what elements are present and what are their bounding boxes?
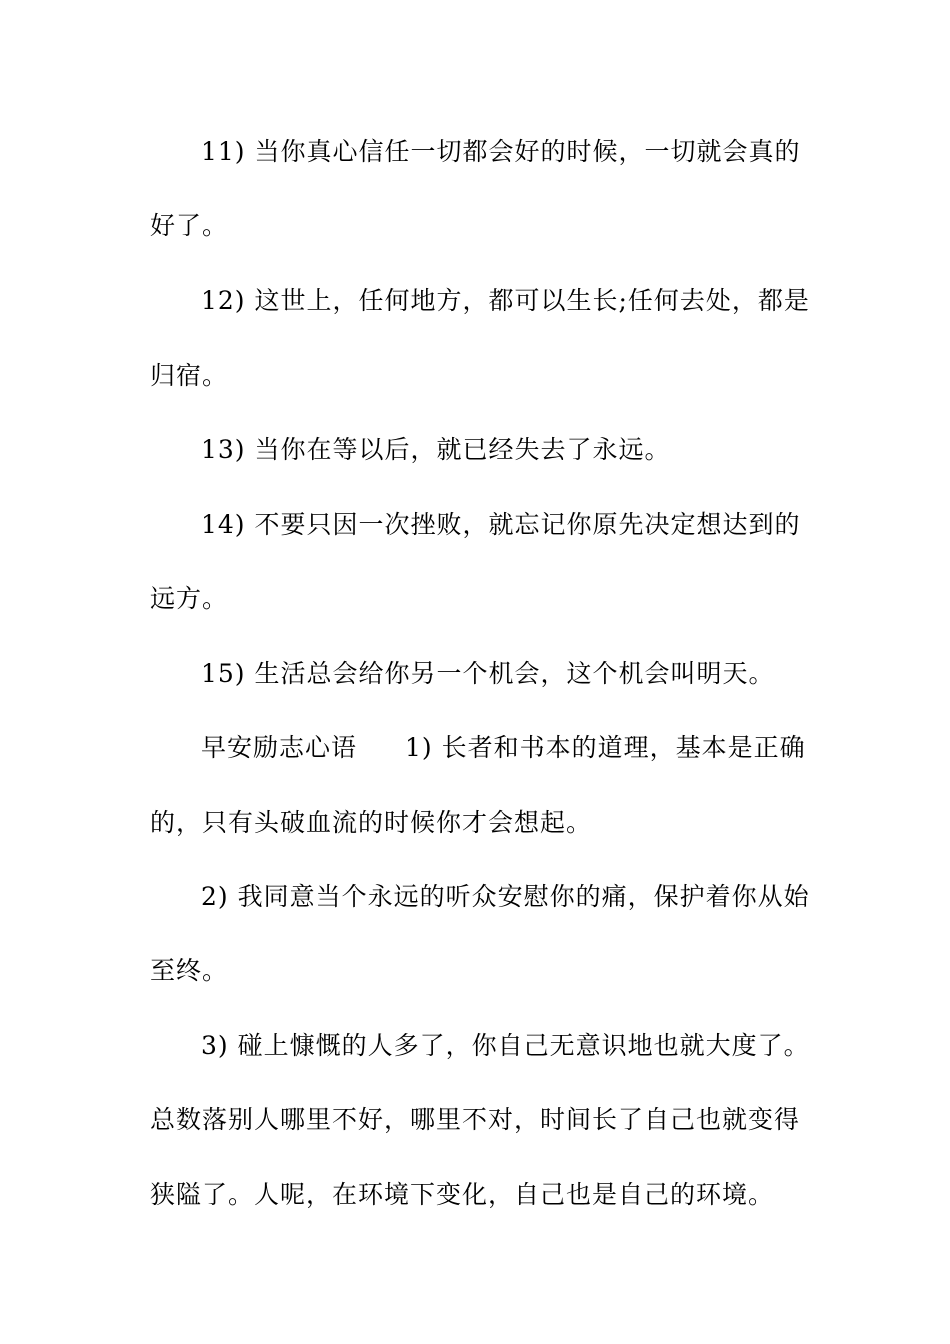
text-line-13: 3) 碰上慷慨的人多了，你自己无意识地也就大度了。 bbox=[201, 1031, 810, 1060]
text-line-15: 狭隘了。人呢，在环境下变化，自己也是自己的环境。 bbox=[150, 1180, 775, 1209]
text-line-5: 13) 当你在等以后，就已经失去了永远。 bbox=[201, 435, 671, 464]
text-line-8: 15) 生活总会给你另一个机会，这个机会叫明天。 bbox=[201, 659, 775, 688]
text-line-6: 14) 不要只因一次挫败，就忘记你原先决定想达到的 bbox=[201, 510, 801, 539]
text-line-12: 至终。 bbox=[150, 956, 229, 985]
text-line-9 bbox=[201, 735, 861, 760]
text-line-3: 12) 这世上，任何地方，都可以生长;任何去处，都是 bbox=[201, 286, 810, 315]
section-first-item: 1) 长者和书本的道理，基本是正确 bbox=[405, 733, 806, 762]
text-line-11: 2) 我同意当个永远的听众安慰你的痛，保护着你从始 bbox=[201, 882, 810, 911]
text-line-2: 好了。 bbox=[150, 211, 229, 240]
text-line-4: 归宿。 bbox=[150, 361, 229, 390]
text-line-14: 总数落别人哪里不好，哪里不对，时间长了自己也就变得 bbox=[150, 1105, 801, 1134]
text-line-7: 远方。 bbox=[150, 584, 229, 613]
section-heading: 早安励志心语 bbox=[201, 733, 358, 762]
text-line-10: 的，只有头破血流的时候你才会想起。 bbox=[150, 808, 593, 837]
text-line-1: 11) 当你真心信任一切都会好的时候，一切就会真的 bbox=[201, 137, 801, 166]
